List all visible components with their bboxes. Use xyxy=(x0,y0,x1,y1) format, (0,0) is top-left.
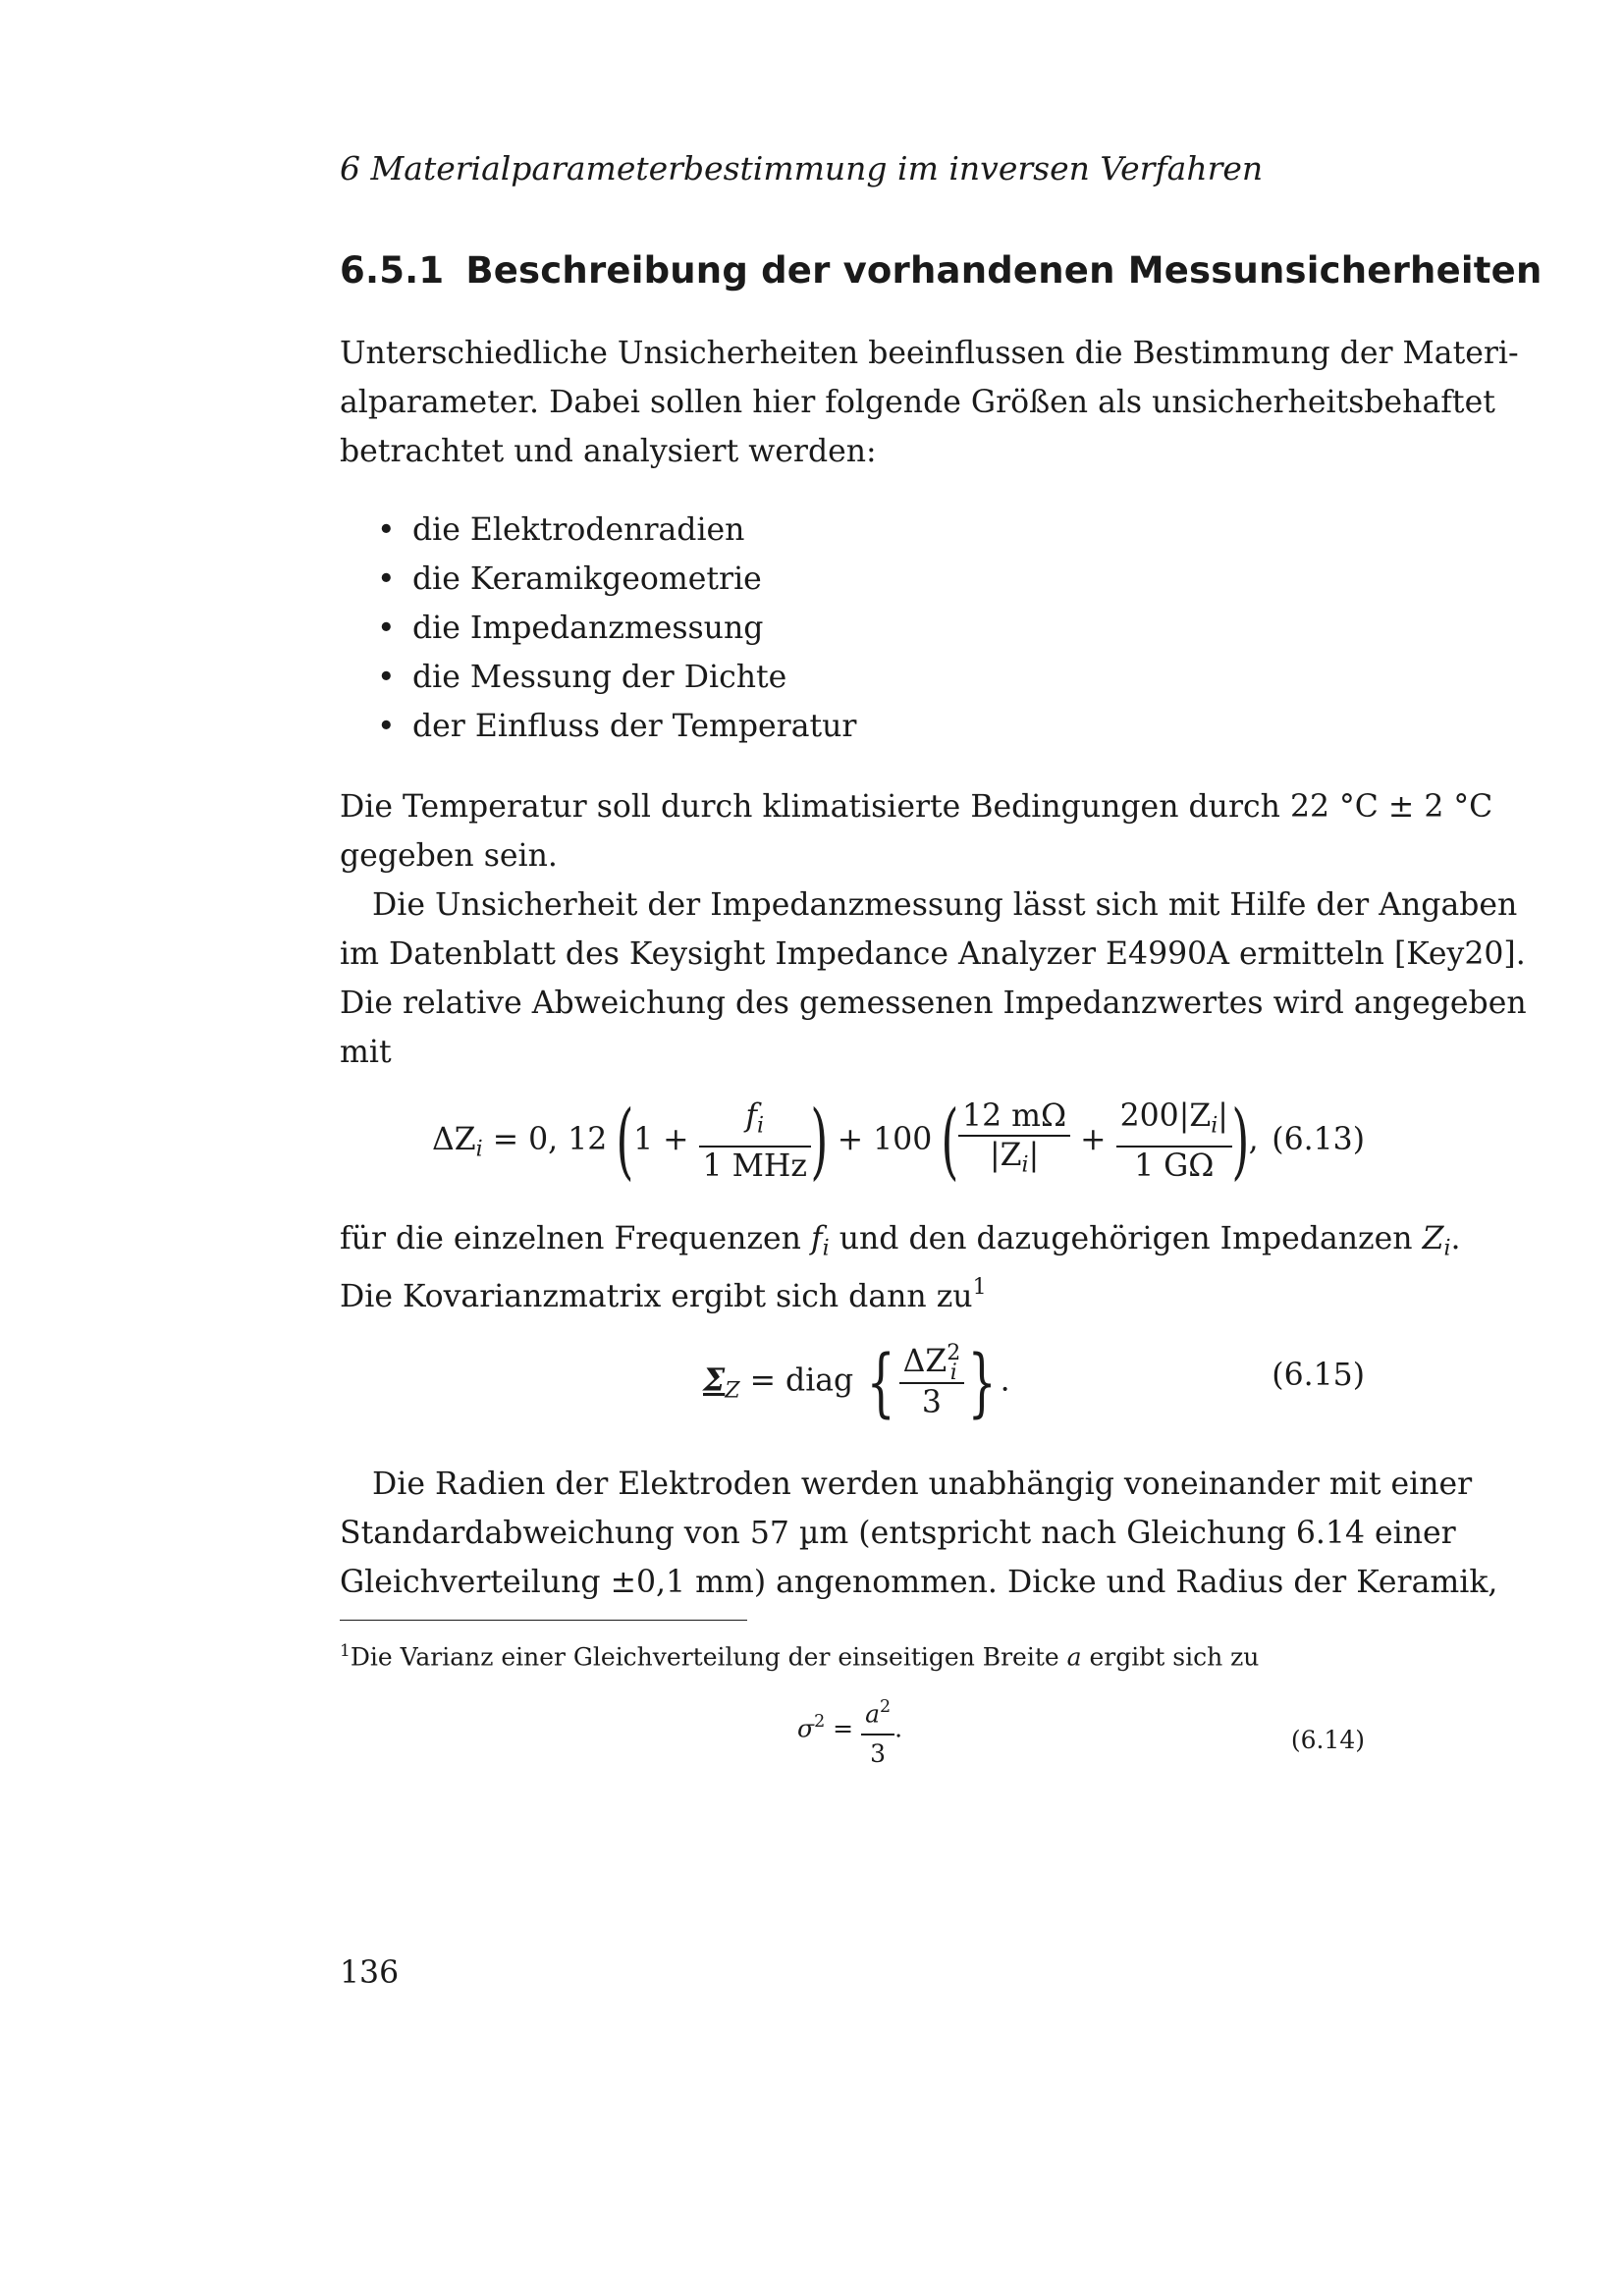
fraction: $\frac{200|Z_i|}{1 G\Omega}$ xyxy=(1116,1097,1232,1185)
section-heading xyxy=(340,249,1543,292)
text-line: gegeben sein. xyxy=(340,838,558,874)
text-line: Die Temperatur soll durch klimatisierte Bedingungen durch 22 °C ± 2 °C xyxy=(340,789,1493,825)
equation-6-14: $\sigma^2$ = $\frac{a^2}{3}$ . xyxy=(797,1688,902,1773)
text-line: Die relative Abweichung des gemessenen Impedanzwertes wird angegeben xyxy=(340,986,1527,1021)
footnote-rule xyxy=(340,1620,747,1621)
impedance-paragraph xyxy=(340,881,1527,1077)
text-line: Die Radien der Elektroden werden unabhängig voneinander mit einer xyxy=(372,1467,1473,1502)
fraction: $\frac{a^2}{3}$ xyxy=(861,1688,894,1773)
intro-paragraph xyxy=(340,329,1519,476)
left-paren-icon: ( xyxy=(941,1093,959,1190)
bullet-icon: • xyxy=(377,709,396,744)
text-line: für die einzelnen Frequenzen $f_i$ und den dazugehörigen Impedanzen $Z_i$. xyxy=(340,1221,1461,1261)
list-item: • der Einfluss der Temperatur xyxy=(371,702,856,751)
text-line: im Datenblatt des Keysight Impedance Analyzer E4990A ermitteln [Key20]. xyxy=(340,936,1526,972)
equation-number: (6.15) xyxy=(1272,1358,1365,1393)
running-head: 6 Materialparameterbestimmung im inversen Verfahren xyxy=(340,149,1264,187)
equation-6-13: $\Delta Z_i = 0$, 12 (1 + $\frac{f_i}{\text{1 MHz}}$ ) + 100 ( $\frac{12 m\Omega}{|Z_i|}$ + $\frac{200|Z_i|}{1 G\Omega}$ ), xyxy=(432,1093,1259,1190)
footnote-mark: 1 xyxy=(972,1275,987,1300)
text-line: Unterschiedliche Unsicherheiten beeinflussen die Bestimmung der Materi- xyxy=(340,336,1519,371)
equation-6-15: $\Sigma_Z$ = diag { ΔZ 2 i 3 } . xyxy=(703,1338,1010,1426)
after-equation-paragraph xyxy=(340,1214,1461,1315)
radius-paragraph xyxy=(340,1460,1498,1607)
text-line: Die Kovarianzmatrix ergibt sich dann $zu^1$ xyxy=(340,1275,987,1315)
fraction: ΔZ 2 i 3 xyxy=(899,1343,965,1421)
list-item: • die Elektrodenradien xyxy=(371,506,856,555)
text-line: mit xyxy=(340,1035,392,1070)
list-item: • die Keramikgeometrie xyxy=(371,555,856,604)
footnote: $^1$Die Varianz einer Gleichverteilung der einseitigen Breite a ergibt sich zu xyxy=(340,1641,1260,1672)
section-number: 6.5.1 xyxy=(340,249,445,292)
left-paren-icon: ( xyxy=(616,1093,634,1190)
fraction: $\frac{f_i}{\text{1 MHz}}$ xyxy=(699,1097,811,1185)
bullet-icon: • xyxy=(377,512,396,548)
bullet-icon: • xyxy=(377,660,396,695)
text-line: Standardabweichung von 57 µm (entspricht nach Gleichung 6.14 einer xyxy=(340,1516,1456,1551)
bullet-icon: • xyxy=(377,561,396,597)
fraction: $\frac{12 m\Omega}{|Z_i|}$ xyxy=(958,1097,1070,1185)
text-line: Gleichverteilung ±0,1 mm) angenommen. Dicke und Radius der Keramik, xyxy=(340,1565,1498,1600)
text-line: alparameter. Dabei sollen hier folgende Größen als unsicherheitsbehaftet xyxy=(340,385,1495,420)
left-brace-icon: { xyxy=(866,1338,895,1426)
text-line: Die Unsicherheit der Impedanzmessung lässt sich mit Hilfe der Angaben xyxy=(372,887,1518,923)
section-title: Beschreibung der vorhandenen Messunsicherheiten xyxy=(465,249,1543,292)
right-paren-icon: ) xyxy=(1231,1093,1250,1190)
text-line: betrachtet und analysiert werden: xyxy=(340,434,877,469)
equation-number: (6.13) xyxy=(1272,1122,1365,1157)
right-paren-icon: ) xyxy=(810,1093,829,1190)
uncertainty-list xyxy=(371,506,856,751)
list-item: • die Impedanzmessung xyxy=(371,604,856,653)
list-item: • die Messung der Dichte xyxy=(371,653,856,702)
page-number: 136 xyxy=(340,1955,400,1991)
right-brace-icon: } xyxy=(967,1338,997,1426)
temperature-paragraph xyxy=(340,782,1493,881)
equation-number: (6.14) xyxy=(1290,1726,1365,1754)
bullet-icon: • xyxy=(377,611,396,646)
